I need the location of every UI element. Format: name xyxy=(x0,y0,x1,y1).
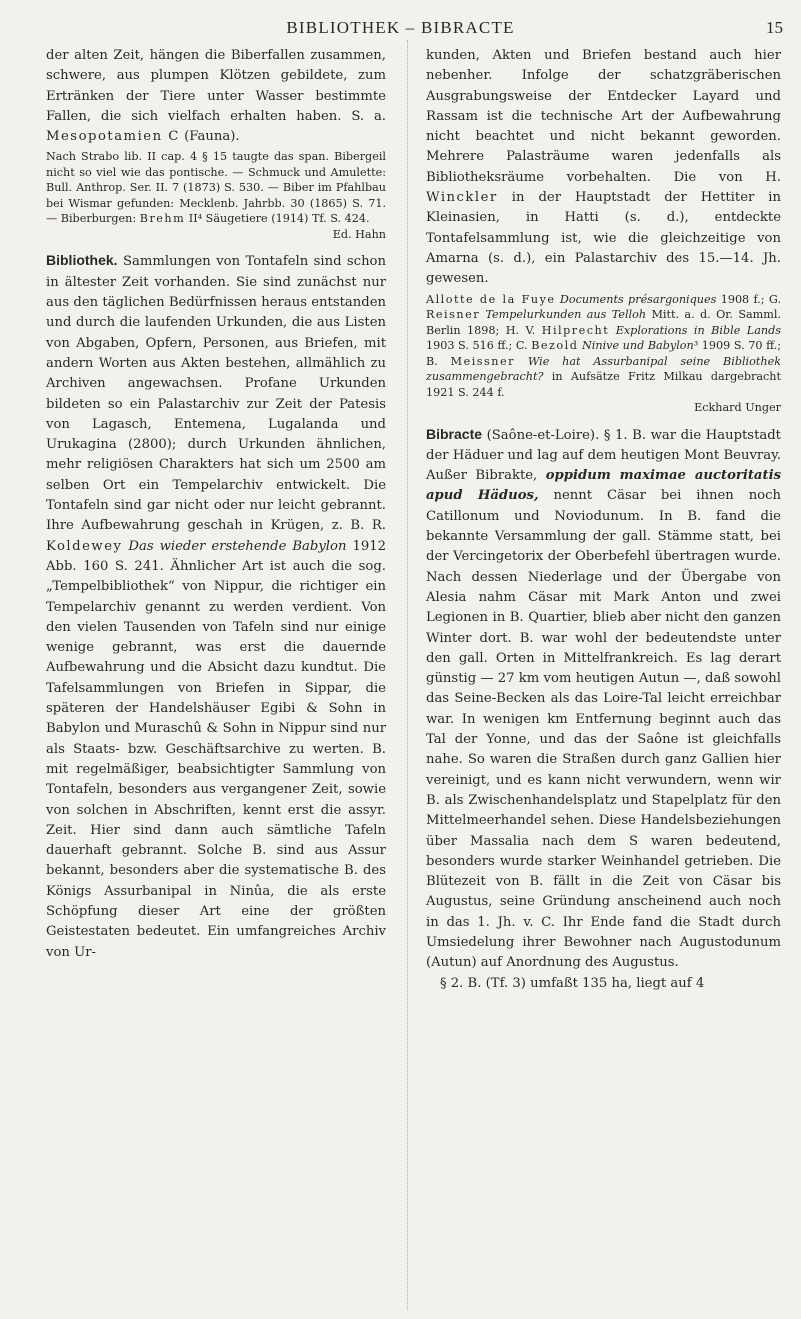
headword-bibracte: Bibracte xyxy=(426,425,483,442)
author-signature: Ed. Hahn xyxy=(332,227,386,241)
bibliothek-entry: Bibliothek. Sammlungen von Tontafeln sind schon in ältester Zeit vorhanden. Sie sind zunächst nur aus den täglichen Bedürfnissen heraus entstanden und durch die laufenden Urkunden, die aus Listen von Abgaben, Opfern, Personen, aus Briefen, mit andern Worten aus Akten bestehen, allmählich zu Archiven angewachsen. Profane Urkunden bildeten so ein Palastarchiv zur Zeit der Patesis von Lagasch, Entemena, Lugalanda und Urukagina (2800); durch Urkunden ähnlichen, mehr religiösen Charakters hat sich um 2500 am selben Ort ein Tempelarchiv entwickelt. Die Tontafeln sind gar nicht oder nur leicht gebrannt. Ihre Aufbewahrung geschah in Krügen, z. B. R. Koldewey Das wieder erstehende Babylon 1912 Abb. 160 S. 241. Ähnlicher Art ist auch die sog. „Tempelbibliothek“ von Nippur, die richtiger ein Tempelarchiv genannt zu werden verdient. Von den vielen Tausenden von Tafeln sind nur einige wenige gebrannt, was erst die dauernde Aufbewahrung und die Absicht dazu kundtut. Die Tafelsammlungen von Briefen in Sippar, die späteren der Handelshäuser Egibi & Sohn in Babylon und Muraschû & Sohn in Nippur sind nur als Staats- bzw. Geschäftsarchive zu werten. B. mit regelmäßiger, beabsichtigter Sammlung von Tontafeln, besonders aus vergangener Zeit, sowie von solchen in Abschriften, kennt erst die assyr. Zeit. Hier sind dann auch sämtliche Tafeln dauerhaft gebrannt. Solche B. sind aus Assur bekannt, besonders aber die systematische B. des Königs Assurbanipal in Ninûa, die als erste Schöpfung dieser Art eine der größten Geistestaten bedeutet. Ein umfangreiches Archiv von Ur- xyxy=(46,252,386,960)
bibracte-entry: Bibracte (Saône-et-Loire). § 1. B. war die Hauptstadt der Häduer und lag auf dem heutigen Mont Beuvray. Außer Bibrakte, oppidum maximae auctoritatis apud Häduos, nennt Cäsar bei ihnen noch Catillonum und Noviodunum. In B. fand die bekannte Versammlung der gall. Stämme statt, bei der Vercingetorix der Oberbefehl übertragen wurde. Nach dessen Niederlage und der Übergabe von Alesia nahm Cäsar mit Mark Anton und zwei Legionen in B. Quartier, blieb aber nicht den ganzen Winter dort. B. war wohl der bedeutendste unter den gall. Orten in Mittelfrankreich. Es lag derart günstig — 27 km vom heutigen Autun —, daß sowohl das Seine-Becken als das Loire-Tal leicht erreichbar war. In wenigen km Entfernung beginnt auch das Tal der Yonne, und das der Saône ist gleichfalls nahe. So waren die Straßen durch ganz Gallien hier vereinigt, und es kann nicht verwundern, wenn wir B. als Zwischenhandelsplatz und Stapelplatz für den Mittelmeerhandel sehen. Diese Handelsbeziehungen über Massalia nach dem S waren bedeutend, besonders wurde starker Weinhandel getrieben. Die Blütezeit von B. fällt in die Zeit von Cäsar bis Augustus, seine Gründung anscheinend auch noch in das 1. Jh. v. C. Ihr Ende fand die Stadt durch Umsiedelung ihrer Bewohner nach Augustodunum (Autun) auf Anordnung des Augustus. xyxy=(426,425,782,971)
author-signature: Eckhard Unger xyxy=(694,401,781,415)
biber-paragraph-end: der alten Zeit, hängen die Biberfallen zusammen, schwere, aus plumpen Klötzen gebildete, zum Ertränken der Tiere unter Wasser bestimmte Fallen, die sich vielfach erhalten haben. S. a. Mesopotamien C (Fauna). xyxy=(46,48,386,145)
page-header xyxy=(0,18,801,48)
running-head: BIBLIOTHEK – BIBRACTE xyxy=(286,18,515,37)
column-divider xyxy=(407,40,408,1310)
cross-reference: Mesopotamien C xyxy=(46,129,180,145)
biber-literature: Nach Strabo lib. II cap. 4 § 15 taugte das span. Bibergeil nicht so viel wie das pontische. — Schmuck und Amulette: Bull. Anthrop. Ser. II. 7 (1873) S. 530. — Biber im Pfahlbau bei Wismar gefunden: Mecklenb. Jahrbb. 30 (1865) S. 71. — Biberburgen: Brehm II⁴ Säugetiere (1914) Tf. S. 424. xyxy=(46,150,386,226)
bibracte-section-2: § 2. B. (Tf. 3) umfaßt 135 ha, liegt auf 4 xyxy=(440,975,705,991)
bibliothek-literature: Allotte de la Fuye Documents présargoniques 1908 f.; G. Reisner Tempelurkunden aus Telloh Mitt. a. d. Or. Samml. Berlin 1898; H. V. Hilprecht Explorations in Bible Lands 1903 S. 516 ff.; C. Bezold Ninive und Babylon³ 1909 S. 70 ff.; B. Meissner Wie hat Assurbanipal seine Bibliothek zusammengebracht? in Aufsätze Fritz Milkau dargebracht 1921 S. 244 f. xyxy=(426,292,782,399)
bibliothek-continuation: kunden, Akten und Briefen bestand auch hier nebenher. Infolge der schatzgräberischen Ausgrabungsweise der Entdecker Layard und Rassam ist die technische Art der Aufbewahrung nicht beachtet und nicht bekannt geworden. Mehrere Palasträume waren jedenfalls als Bibliotheksräume vorbehalten. Die von H. Winckler in der Hauptstadt der Hettiter in Kleinasien, in Hatti (s. d.), entdeckte Tontafelsammlung ist, wie die gleichzeitige von Amarna (s. d.), ein Palastarchiv des 15.—14. Jh. gewesen. xyxy=(426,48,782,287)
page-number: 15 xyxy=(766,18,783,37)
left-column xyxy=(46,46,386,963)
headword-bibliothek: Bibliothek. xyxy=(46,252,118,269)
right-column xyxy=(426,46,781,994)
